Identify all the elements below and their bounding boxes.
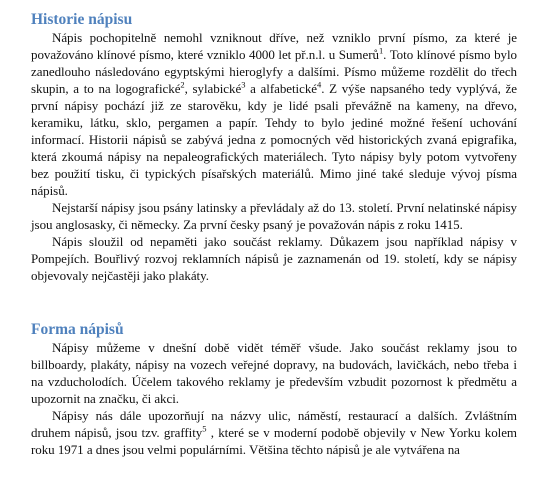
text-run: . Z výše napsaného tedy vyplývá, že první nápisy pochází již ze starověku, kdy je lidé psali převážně na kameny, na dřevo, keramiku, látku, sklo, pergamen a papír. Tehdy to bylo jediné možné řešení uchování informací. Historii nápisů se zabývá jedna z pomocných věd historických zvaná epigrafika, která zkoumá nápisy na nepaleografických materiálech. Tyto nápisy byly potom vytvořeny bez použití tisku, či typických písařských materiálů. Mimo jiné také sleduje vývoj písma nápisů. bbox=[31, 81, 517, 198]
footnote-ref-4[interactable]: 4 bbox=[317, 79, 322, 90]
text-run: , které se v moderní podobě objevily v New Yorku kolem roku 1971 a dnes jsou velmi populárními. Většina těchto nápisů je ale vytvářena na bbox=[31, 425, 517, 457]
paragraph-historie-1 bbox=[31, 29, 517, 199]
text-run: a alfabetické bbox=[245, 81, 318, 96]
paragraph-forma-1: Nápisy můžeme v dnešní době vidět téměř všude. Jako součást reklamy jsou to billboardy, plakáty, nápisy na vozech veřejné dopravy, na budovách, lavičkách, nebo třeba i na vzducholodích. Účelem takového reklamy je především vzbudit pozornost k předmětu a upozornit na značku, či akci. bbox=[31, 340, 517, 406]
document-page bbox=[31, 10, 517, 458]
text-run: Nápis pochopitelně nemohl vzniknout dříve, než vzniklo první písmo, za které je považováno klínové písmo, které vzniklo 4000 let př.n.l. u Sumerů bbox=[31, 30, 517, 62]
text-run: , sylabické bbox=[184, 81, 242, 96]
text-run: Nápisy nás dále upozorňují na názvy ulic, náměstí, restaurací a dalších. Zvláštním druhem nápisů, jsou tzv. graffity bbox=[31, 408, 517, 440]
footnote-ref-1[interactable]: 1 bbox=[378, 45, 384, 56]
footnote-ref-2[interactable]: 2 bbox=[180, 79, 185, 90]
paragraph-historie-2: Nejstarší nápisy jsou psány latinsky a převládaly až do 13. století. První nelatinské nápisy jsou anglosasky, či německy. Za první česky psaný je považován nápis z roku 1415. bbox=[31, 200, 517, 232]
section-heading-forma: Forma nápisů bbox=[31, 321, 124, 338]
footnote-ref-3[interactable]: 3 bbox=[241, 79, 246, 90]
footnote-ref-5[interactable]: 5 bbox=[202, 423, 207, 434]
section-heading-historie: Historie nápisu bbox=[31, 11, 133, 28]
paragraph-historie-3: Nápis sloužil od nepaměti jako součást reklamy. Důkazem jsou například nápisy v Pompejích. Bouřlivý rozvoj reklamních nápisů je zaznamenán od 19. století, kdy se nápisy objevovaly nejčastěji jako plakáty. bbox=[31, 234, 517, 283]
paragraph-forma-2 bbox=[31, 407, 517, 458]
text-run: . Toto klínové písmo bylo zanedlouho následováno egyptskými hieroglyfy a dalšími. Písmo můžeme rozdělit do třech skupin, a to na logografické bbox=[31, 47, 517, 96]
